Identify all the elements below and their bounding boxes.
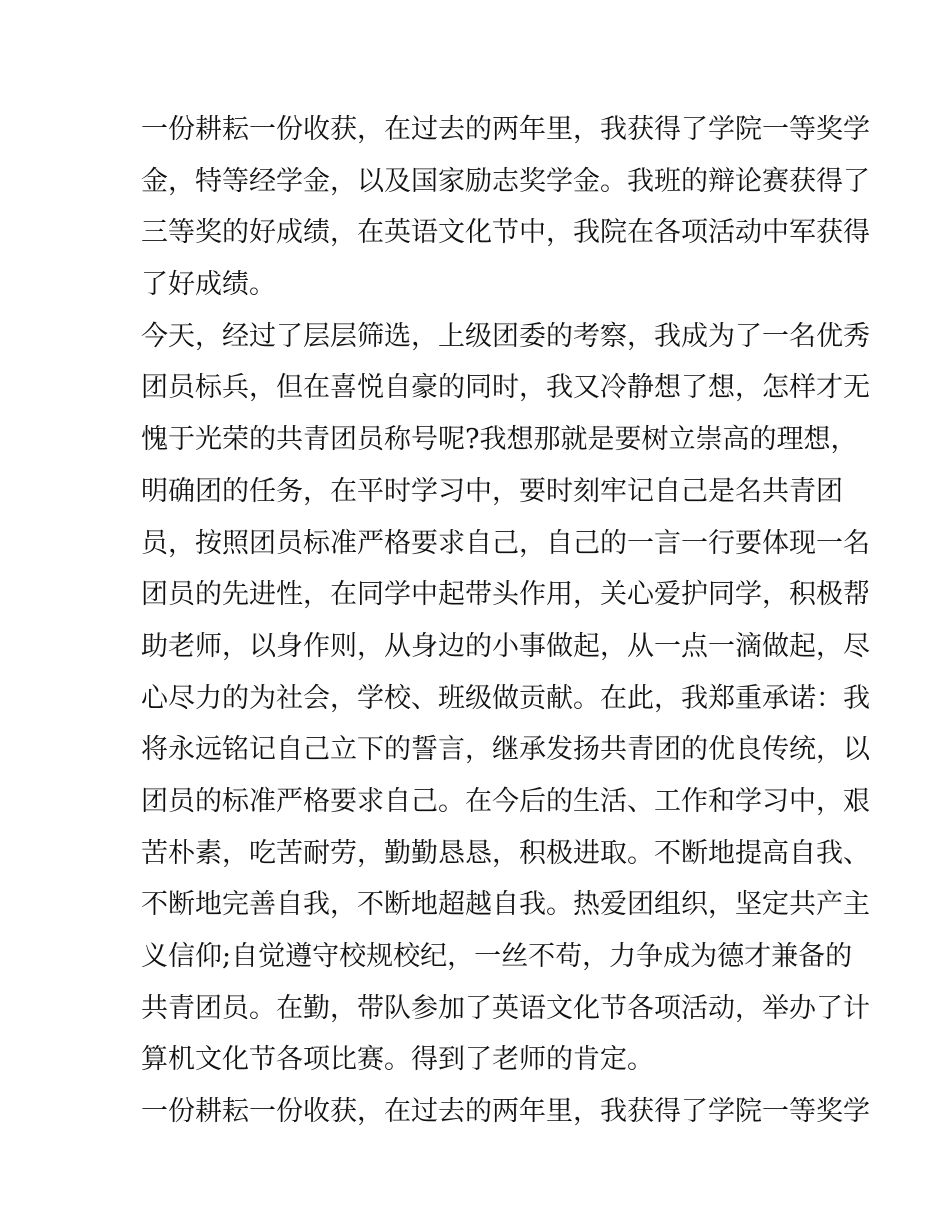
text-line: 共青团员。在勤，带队参加了英语文化节各项活动，举办了计	[141, 992, 870, 1024]
text-line: 今天，经过了层层筛选，上级团委的考察，我成为了一名优秀	[141, 320, 870, 352]
text-line: 心尽力的为社会，学校、班级做贡献。在此，我郑重承诺：我	[141, 682, 870, 714]
text-line: 不断地完善自我，不断地超越自我。热爱团组织，坚定共产主	[141, 889, 870, 921]
text-line: 一份耕耘一份收获，在过去的两年里，我获得了学院一等奖学	[141, 1096, 870, 1128]
text-line: 一份耕耘一份收获，在过去的两年里，我获得了学院一等奖学	[141, 114, 870, 145]
text-line: 团员标兵，但在喜悦自豪的同时，我又冷静想了想，怎样才无	[141, 372, 870, 404]
text-line: 明确团的任务，在平时学习中，要时刻牢记自己是名共青团	[141, 475, 843, 507]
text-line: 算机文化节各项比赛。得到了老师的肯定。	[141, 1044, 654, 1076]
text-line: 了好成绩。	[141, 269, 276, 301]
text-line: 团员的标准严格要求自己。在今后的生活、工作和学习中，艰	[141, 785, 870, 817]
text-line: 金，特等经学金，以及国家励志奖学金。我班的辩论赛获得了	[141, 165, 870, 197]
document-body	[141, 104, 870, 1138]
text-line: 员，按照团员标准严格要求自己，自己的一言一行要体现一名	[141, 527, 870, 559]
text-line: 愧于光荣的共青团员称号呢?我想那就是要树立崇高的理想，	[141, 424, 858, 456]
text-line: 义信仰;自觉遵守校规校纪，一丝不苟，力争成为德才兼备的	[141, 941, 853, 972]
text-line: 将永远铭记自己立下的誓言，继承发扬共青团的优良传统，以	[141, 734, 870, 766]
text-line: 助老师，以身作则，从身边的小事做起，从一点一滴做起，尽	[141, 630, 870, 662]
text-line: 三等奖的好成绩，在英语文化节中，我院在各项活动中军获得	[141, 217, 870, 249]
text-line: 苦朴素，吃苦耐劳，勤勤恳恳，积极进取。不断地提高自我、	[141, 837, 870, 869]
text-line: 团员的先进性，在同学中起带头作用，关心爱护同学，积极帮	[141, 579, 870, 611]
